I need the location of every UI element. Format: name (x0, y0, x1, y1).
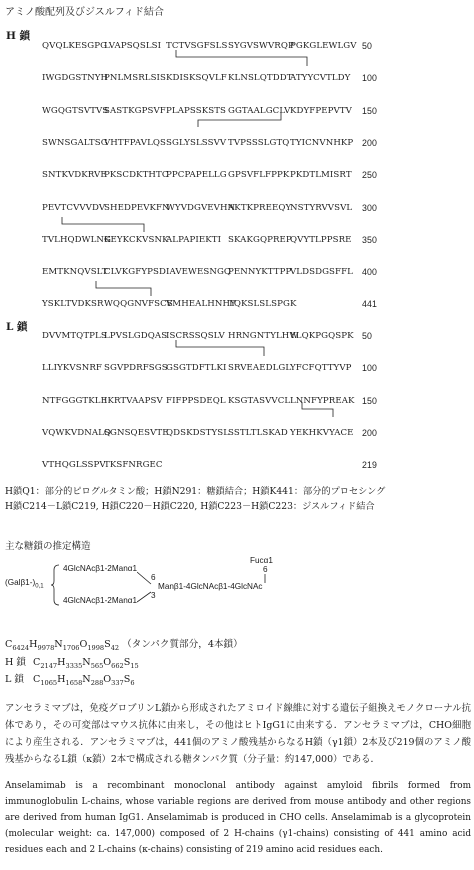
notes-line-2: H鎖C214－L鎖C219, H鎖C220－H鎖C220, H鎖C223－H鎖C223：ジスルフィド結合 (5, 501, 375, 512)
h-chain-row (42, 73, 467, 86)
h-chain-residue-block: SGLYSLSSVV (166, 137, 227, 148)
h-chain-residue-block: IAVEWESNGQ (166, 267, 232, 278)
h-chain-residue-block: VMHEALHNHY (166, 299, 236, 310)
h-chain-residue-number: 150 (362, 105, 377, 116)
glycan-brace (51, 564, 61, 606)
h-chain-residue-block: SASTKGPSVF (104, 105, 166, 116)
formula-h-chain (5, 654, 139, 670)
h-chain-residue-number: 400 (362, 267, 377, 278)
h-chain-residue-block: PENNYKTTPP (228, 267, 292, 278)
modification-notes (5, 484, 470, 514)
h-chain-row (42, 235, 467, 248)
glycan-upper-arm: 4GlcNAcβ1-2Manα1 (63, 564, 138, 573)
disulfide-bond-h370-h428 (96, 281, 151, 296)
h-chain-residue-number: 50 (362, 41, 372, 51)
h-chain-residue-block: VLDSDGSFFL (290, 267, 353, 278)
h-chain-residue-block: PKDTLMISRT (290, 170, 352, 181)
l-chain-residue-number: 150 (362, 395, 377, 406)
l-chain-row (42, 363, 467, 376)
description-english: Anselamimab is a recombinant monoclonal antibody against amyloid fibrils formed from immunoglobulin L-chains, whose variable regions are derived from mouse antibody and other regions are derived from human IgG1. Anselamimab is produced in CHO cells. Anselamimab is a glycoprotein (molecular weight: ca. 147,000) composed of 2 H-chains (γ1-chains) consisting of 441 amino acid residues each and 2 L-chains (κ-chains) consisting of 219 amino acid residues each. (5, 781, 471, 855)
l-chain-residue-number: 50 (362, 331, 372, 341)
formula-l-chain (5, 671, 135, 687)
h-chain-residue-block: SYGVSWVRQP (228, 41, 294, 51)
h-chain-residue-block: TYICNVNHKP (290, 137, 354, 148)
l-chain-residue-block: NTFGGGTKLE (42, 395, 107, 406)
glycan-link-6: 6 (151, 573, 156, 582)
h-chain-residue-block: EMTKNQVSLT (42, 267, 108, 278)
l-chain-residue-block: SRVEAEDLGL (228, 363, 292, 374)
l-chain-row (42, 460, 467, 473)
h-chain-residue-block: ATYYCVTLDY (290, 73, 351, 84)
h-chain-residue-number: 441 (362, 299, 377, 310)
l-chain-row (42, 396, 467, 409)
h-chain-residue-block: SHEDPEVKFN (104, 202, 170, 213)
h-chain-residue-block: CLVKGFYPSD (104, 267, 166, 278)
h-chain-label: H 鎖 (6, 30, 31, 42)
h-chain-row (42, 299, 467, 312)
h-chain-residue-block: GPSVFLFPPK (228, 170, 290, 181)
l-chain-residue-block: DVVMTQTPLS (42, 331, 107, 341)
glycan-structure (5, 556, 305, 618)
l-chain-residue-block: YEKHKVYACE (290, 427, 354, 438)
h-chain-residue-block: KLNSLQTDDT (228, 73, 293, 84)
h-chain-residue-block: PEVTCVVVDV (42, 202, 106, 213)
l-chain-residue-block: VTHQGLSSPV (42, 460, 106, 471)
h-chain-residue-block: VHTFPAVLQS (104, 137, 167, 148)
glycan-core: Manβ1-4GlcNAcβ1-4GlcNAc (158, 582, 263, 591)
l-chain-residue-block: VQWKVDNALQ (42, 427, 112, 438)
h-chain-residue-block: TQKSLSLSPG (228, 299, 290, 310)
h-chain-row (42, 203, 467, 216)
disulfide-bond-h264-h324 (62, 217, 144, 232)
l-chain-residue-number: 100 (362, 363, 377, 374)
h-chain-residue-number: 250 (362, 170, 377, 181)
l-chain-row (42, 331, 467, 344)
h-chain-residue-block: ALPAPIEKTI (166, 234, 222, 245)
h-chain-row (42, 170, 467, 183)
h-chain-residue-block: KEYKCKVSNK (104, 234, 169, 245)
l-chain-residue-block: SSTLTLSKAD (228, 427, 288, 438)
h-chain-residue-block: NSTYRVVSVL (290, 202, 353, 213)
h-chain-residue-block: YSKLTVDKSR (42, 299, 104, 310)
h-chain-residue-block: KDISKSQVLF (166, 73, 227, 84)
description-japanese: アンセラミマブは，免疫グロブリンL鎖から形成されたアミロイド線維に対する遺伝子組換えモノクローナル抗体であり，その可変部はマウス抗体に由来し，その他はヒトIgG1に由来する．アンセラミマブは，CHO細胞により産生される．アンセラミマブは，441個のアミノ酸残基からなるH鎖（γ1鎖）2本及び219個のアミノ酸残基からなるL鎖（κ鎖）2本で構成される糖タンパク質（分子量：約147,000）である． (5, 703, 471, 765)
notes-line-1: H鎖Q1：部分的ピログルタミン酸；H鎖N291：糖鎖結合；H鎖K441：部分的プロセシング (5, 486, 386, 497)
h-chain-residue-number: 350 (362, 234, 377, 245)
h-chain-residue-block: PPCPAPELLG (166, 170, 227, 181)
h-chain-residue-block: KDYFPEPVTV (290, 105, 352, 116)
l-chain-label: L 鎖 (6, 321, 28, 333)
h-chain-residue-block: TVPSSSLGTQ (228, 137, 290, 148)
h-chain-residue-block: PKSCDKTHTC (104, 170, 169, 181)
h-chain-residue-number: 100 (362, 73, 377, 84)
l-chain-residue-block: ISCRSSQSLV (166, 331, 225, 341)
h-chain-residue-block: SKAKGQPREP (228, 234, 292, 245)
h-chain-row (42, 106, 467, 119)
h-chain-row (42, 41, 467, 54)
l-chain-residue-block: YFCFQTTYVP (290, 363, 352, 374)
h-chain-residue-block: TVLHQDWLNG (42, 234, 111, 245)
formula-h-label: H 鎖 (5, 657, 27, 668)
h-chain-residue-block: PLAPSSKSTS (166, 105, 227, 116)
h-chain-residue-block: PGKGLEWLGV (290, 41, 357, 51)
glycan-fucose-link: 6 (263, 565, 268, 574)
l-chain-residue-block: LNNFYPREAK (290, 395, 355, 406)
l-chain-residue-number: 200 (362, 427, 377, 438)
h-chain-residue-block: PNLMSRLSIS (104, 73, 167, 84)
glycan-title: 主な糖鎖の推定構造 (5, 541, 91, 552)
l-chain-residue-block: HRNGNTYLHW (228, 331, 299, 341)
l-chain-residue-block: LPVSLGDQAS (104, 331, 168, 341)
l-chain-residue-block: SGVPDRFSGS (104, 363, 168, 374)
formula-l-label: L 鎖 (5, 674, 25, 685)
h-chain-residue-block: TCTVSGFSLS (166, 41, 228, 51)
h-chain-residue-block: IWGDGSTNYH (42, 73, 109, 84)
h-chain-residue-block: LVAPSQSLSI (104, 41, 162, 51)
h-chain-residue-block: AKTKPREEQY (228, 202, 292, 213)
h-chain-residue-block: QVQLKESGPG (42, 41, 108, 51)
h-chain-residue-block: QVYTLPPSRE (290, 234, 352, 245)
l-chain-row (42, 428, 467, 441)
h-chain-residue-block: SWNSGALTSG (42, 137, 108, 148)
formula-whole (5, 636, 243, 652)
l-chain-residue-block: FIFPPSDEQL (166, 395, 226, 406)
l-chain-residue-block: YLQKPGQSPK (290, 331, 354, 341)
h-chain-residue-block: WYVDGVEVHN (166, 202, 236, 213)
h-chain-residue-block: WGQGTSVTVS (42, 105, 109, 116)
glycan-lower-arm: 4GlcNAcβ1-2Manα1 (63, 596, 138, 605)
document-title: アミノ酸配列及びジスルフィド結合 (5, 7, 164, 18)
formula-whole-text: $C_{6424}H_{9978}N_{1706}O_{1998}S_{42}$ (5, 639, 120, 652)
formula-l-text: $C_{1065}H_{1658}N_{288}O_{337}S_6$ (33, 674, 135, 687)
l-chain-residue-block: LLIYKVSNRF (42, 363, 102, 374)
h-chain-row (42, 267, 467, 280)
glycan-galactose: $(Gal\beta 1-)_{0,1}$ (5, 578, 44, 590)
h-chain-row (42, 138, 467, 151)
h-chain-residue-number: 200 (362, 137, 377, 148)
glycan-link-3: 3 (151, 591, 156, 600)
h-chain-residue-block: WQQGNVFSCS (104, 299, 173, 310)
l-chain-residue-number: 219 (362, 460, 377, 471)
h-chain-residue-block: GGTAALGCLV (228, 105, 291, 116)
h-chain-residue-block: SNTKVDKRVE (42, 170, 107, 181)
l-chain-residue-block: KSGTASVVCL (228, 395, 291, 406)
formula-whole-note: （タンパク質部分，4本鎖） (122, 639, 243, 650)
glycan-fucose-line (263, 574, 267, 583)
formula-h-text: $C_{2147}H_{3335}N_{565}O_{662}S_{15}$ (33, 657, 139, 670)
l-chain-residue-block: SGNSQESVTE (104, 427, 169, 438)
l-chain-residue-block: GSGTDFTLKI (166, 363, 227, 374)
glycan-fucose: Fucα1 (250, 556, 273, 565)
h-chain-residue-number: 300 (362, 202, 377, 213)
h-chain-residue-block: K (290, 299, 297, 310)
l-chain-residue-block: TKSFNRGEC (104, 460, 163, 471)
l-chain-residue-block: IKRTVAAPSV (104, 395, 163, 406)
l-chain-residue-block: QDSKDSTYSL (166, 427, 230, 438)
